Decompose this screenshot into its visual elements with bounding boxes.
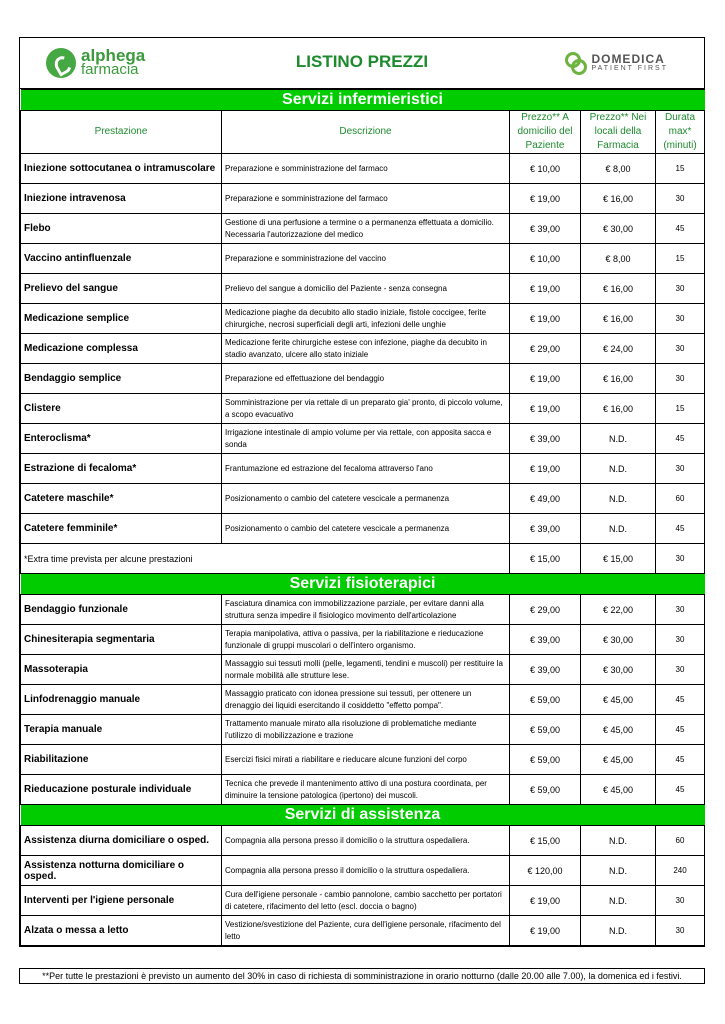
service-name: Vaccino antinfluenzale <box>21 244 222 274</box>
service-name: Linfodrenaggio manuale <box>21 685 222 715</box>
duration: 15 <box>656 154 705 184</box>
domedica-sub: PATIENT FIRST <box>591 65 668 72</box>
section-header <box>21 90 705 111</box>
service-name: Medicazione semplice <box>21 304 222 334</box>
service-name: Assistenza diurna domiciliare o osped. <box>21 826 222 856</box>
price-home: € 29,00 <box>510 595 581 625</box>
price-list-sheet <box>19 37 705 947</box>
duration: 45 <box>656 715 705 745</box>
col-prestazione: Prestazione <box>21 111 222 154</box>
extra-time-row <box>21 544 705 574</box>
price-home: € 19,00 <box>510 184 581 214</box>
price-home: € 59,00 <box>510 745 581 775</box>
price-pharmacy: € 8,00 <box>581 154 656 184</box>
duration: 60 <box>656 826 705 856</box>
service-description: Preparazione e somministrazione del farmaco <box>222 184 510 214</box>
service-name: Flebo <box>21 214 222 244</box>
service-description: Prelievo del sangue a domicilio del Paziente - senza consegna <box>222 274 510 304</box>
column-header-row <box>21 111 705 154</box>
table-row <box>21 394 705 424</box>
table-row <box>21 886 705 916</box>
duration: 30 <box>656 625 705 655</box>
extra-time-note: *Extra time prevista per alcune prestazioni <box>21 544 510 574</box>
table-row <box>21 655 705 685</box>
table-row <box>21 514 705 544</box>
price-home: € 19,00 <box>510 394 581 424</box>
price-home: € 39,00 <box>510 625 581 655</box>
price-home: € 59,00 <box>510 775 581 805</box>
price-pharmacy: € 16,00 <box>581 274 656 304</box>
price-home: € 19,00 <box>510 364 581 394</box>
service-description: Preparazione ed effettuazione del bendaggio <box>222 364 510 394</box>
price-home: € 49,00 <box>510 484 581 514</box>
service-name: Rieducazione posturale individuale <box>21 775 222 805</box>
duration: 60 <box>656 484 705 514</box>
header <box>20 38 704 89</box>
service-description: Medicazione piaghe da decubito allo stadio iniziale, fistole coccigee, ferite chirurgiche, necrosi superficiali degli arti, infezioni delle unghie <box>222 304 510 334</box>
service-description: Massaggio sui tessuti molli (pelle, legamenti, tendini e muscoli) per restituire la normale mobilità alle strutture lese. <box>222 655 510 685</box>
table-row <box>21 745 705 775</box>
service-name: Chinesiterapia segmentaria <box>21 625 222 655</box>
price-home: € 15,00 <box>510 826 581 856</box>
section-header <box>21 805 705 826</box>
page-title: LISTINO PREZZI <box>295 52 429 71</box>
price-pharmacy: € 22,00 <box>581 595 656 625</box>
price-home: € 39,00 <box>510 214 581 244</box>
alphega-brand: alphega <box>81 46 146 65</box>
domedica-logo <box>565 52 668 76</box>
price-pharmacy: € 45,00 <box>581 775 656 805</box>
service-name: Medicazione complessa <box>21 334 222 364</box>
duration: 45 <box>656 775 705 805</box>
price-home: € 19,00 <box>510 274 581 304</box>
price-pharmacy: € 8,00 <box>581 244 656 274</box>
price-home: € 39,00 <box>510 655 581 685</box>
table-row <box>21 484 705 514</box>
service-description: Irrigazione intestinale di ampio volume per via rettale, con apposita sacca e sonda <box>222 424 510 454</box>
table-row <box>21 184 705 214</box>
duration: 15 <box>656 244 705 274</box>
service-name: Enteroclisma* <box>21 424 222 454</box>
service-description: Vestizione/svestizione del Paziente, cura dell'igiene personale, rifacimento del letto <box>222 916 510 946</box>
duration: 30 <box>656 334 705 364</box>
duration: 30 <box>656 916 705 946</box>
price-home: € 19,00 <box>510 916 581 946</box>
price-pharmacy: € 16,00 <box>581 364 656 394</box>
duration: 15 <box>656 394 705 424</box>
price-pharmacy: € 30,00 <box>581 214 656 244</box>
price-home: € 59,00 <box>510 715 581 745</box>
service-name: Estrazione di fecaloma* <box>21 454 222 484</box>
table-row <box>21 304 705 334</box>
price-home: € 120,00 <box>510 856 581 886</box>
duration: 30 <box>656 184 705 214</box>
service-description: Compagnia alla persona presso il domicilio o la struttura ospedaliera. <box>222 826 510 856</box>
duration: 45 <box>656 745 705 775</box>
service-name: Catetere femminile* <box>21 514 222 544</box>
price-home: € 39,00 <box>510 514 581 544</box>
section-title: Servizi infermieristici <box>21 90 705 111</box>
duration: 30 <box>656 544 705 574</box>
service-name: Terapia manuale <box>21 715 222 745</box>
price-pharmacy: € 16,00 <box>581 394 656 424</box>
table-row <box>21 454 705 484</box>
duration: 45 <box>656 214 705 244</box>
price-pharmacy: € 16,00 <box>581 304 656 334</box>
service-description: Trattamento manuale mirato alla risoluzione di problematiche mediante l'utilizzo di mobilizzazione e trazione <box>222 715 510 745</box>
service-name: Riabilitazione <box>21 745 222 775</box>
price-pharmacy: € 24,00 <box>581 334 656 364</box>
price-home: € 29,00 <box>510 334 581 364</box>
service-name: Iniezione sottocutanea o intramuscolare <box>21 154 222 184</box>
price-pharmacy: N.D. <box>581 484 656 514</box>
service-description: Terapia manipolativa, attiva o passiva, per la riabilitazione e rieducazione funzionale di gruppi muscolari o dell'intero organismo. <box>222 625 510 655</box>
section-header <box>21 574 705 595</box>
duration: 45 <box>656 514 705 544</box>
duration: 45 <box>656 424 705 454</box>
service-description: Posizionamento o cambio del catetere vescicale a permanenza <box>222 484 510 514</box>
service-name: Massoterapia <box>21 655 222 685</box>
price-table <box>20 89 705 946</box>
service-name: Alzata o messa a letto <box>21 916 222 946</box>
service-description: Somministrazione per via rettale di un preparato gia' pronto, di piccolo volume, a scopo evacuativo <box>222 394 510 424</box>
duration: 45 <box>656 685 705 715</box>
duration: 30 <box>656 655 705 685</box>
price-home: € 15,00 <box>510 544 581 574</box>
service-description: Compagnia alla persona presso il domicilio o la struttura ospedaliera. <box>222 856 510 886</box>
duration: 30 <box>656 364 705 394</box>
price-pharmacy: N.D. <box>581 886 656 916</box>
service-description: Cura dell'igiene personale - cambio pannolone, cambio sacchetto per portatori di catetere, rifacimento del letto (escl. doccia o bagno) <box>222 886 510 916</box>
service-name: Bendaggio funzionale <box>21 595 222 625</box>
price-pharmacy: N.D. <box>581 916 656 946</box>
service-name: Clistere <box>21 394 222 424</box>
col-prezzo-domicilio: Prezzo** A domicilio del Paziente <box>510 111 581 154</box>
table-row <box>21 856 705 886</box>
table-row <box>21 214 705 244</box>
service-name: Catetere maschile* <box>21 484 222 514</box>
price-pharmacy: € 45,00 <box>581 685 656 715</box>
footnote: **Per tutte le prestazioni è previsto un aumento del 30% in caso di richiesta di somministrazione in orario notturno (dalle 20.00 alle 7.00), la domenica ed i festivi. <box>19 968 705 984</box>
price-home: € 19,00 <box>510 304 581 334</box>
duration: 240 <box>656 856 705 886</box>
price-pharmacy: € 45,00 <box>581 745 656 775</box>
price-home: € 10,00 <box>510 244 581 274</box>
price-pharmacy: € 45,00 <box>581 715 656 745</box>
price-pharmacy: N.D. <box>581 514 656 544</box>
service-description: Preparazione e somministrazione del vaccino <box>222 244 510 274</box>
price-home: € 59,00 <box>510 685 581 715</box>
table-row <box>21 625 705 655</box>
col-descrizione: Descrizione <box>222 111 510 154</box>
price-home: € 10,00 <box>510 154 581 184</box>
domedica-mark-icon <box>565 52 587 76</box>
table-row <box>21 826 705 856</box>
service-description: Frantumazione ed estrazione del fecaloma attraverso l'ano <box>222 454 510 484</box>
price-pharmacy: € 15,00 <box>581 544 656 574</box>
service-description: Preparazione e somministrazione del farmaco <box>222 154 510 184</box>
price-home: € 19,00 <box>510 886 581 916</box>
service-name: Iniezione intravenosa <box>21 184 222 214</box>
alphega-sub: farmacia <box>81 61 139 78</box>
service-description: Medicazione ferite chirurgiche estese con infezione, piaghe da decubito in stadio avanzato, ulcere allo stato iniziale <box>222 334 510 364</box>
service-name: Interventi per l'igiene personale <box>21 886 222 916</box>
duration: 30 <box>656 595 705 625</box>
service-description: Tecnica che prevede il mantenimento attivo di una postura coordinata, per diminuire la tensione patologica (ipertono) dei muscoli. <box>222 775 510 805</box>
service-description: Esercizi fisici mirati a riabilitare e rieducare alcune funzioni del corpo <box>222 745 510 775</box>
table-row <box>21 775 705 805</box>
table-row <box>21 274 705 304</box>
service-description: Posizionamento o cambio del catetere vescicale a permanenza <box>222 514 510 544</box>
service-description: Fasciatura dinamica con immobilizzazione parziale, per evitare danni alla struttura senza impedire il fisiologico movimento dell'articolazione <box>222 595 510 625</box>
price-home: € 39,00 <box>510 424 581 454</box>
price-pharmacy: N.D. <box>581 856 656 886</box>
table-row <box>21 244 705 274</box>
duration: 30 <box>656 886 705 916</box>
service-description: Gestione di una perfusione a termine o a permanenza effettuata a domicilio. Necessaria l'autorizzazione del medico <box>222 214 510 244</box>
table-row <box>21 715 705 745</box>
duration: 30 <box>656 274 705 304</box>
service-description: Massaggio praticato con idonea pressione sui tessuti, per ottenere un drenaggio dei liquidi esercitando il cosiddetto "effetto pompa". <box>222 685 510 715</box>
service-name: Bendaggio semplice <box>21 364 222 394</box>
section-title: Servizi di assistenza <box>21 805 705 826</box>
service-name: Prelievo del sangue <box>21 274 222 304</box>
table-row <box>21 334 705 364</box>
price-pharmacy: € 16,00 <box>581 184 656 214</box>
table-row <box>21 424 705 454</box>
duration: 30 <box>656 454 705 484</box>
duration: 30 <box>656 304 705 334</box>
table-row <box>21 364 705 394</box>
service-name: Assistenza notturna domiciliare o osped. <box>21 856 222 886</box>
section-title: Servizi fisioterapici <box>21 574 705 595</box>
price-pharmacy: N.D. <box>581 826 656 856</box>
price-pharmacy: N.D. <box>581 454 656 484</box>
price-pharmacy: N.D. <box>581 424 656 454</box>
table-row <box>21 154 705 184</box>
price-pharmacy: € 30,00 <box>581 655 656 685</box>
price-pharmacy: € 30,00 <box>581 625 656 655</box>
col-durata: Durata max* (minuti) <box>656 111 705 154</box>
domedica-brand: DOMEDICA <box>591 52 665 66</box>
table-row <box>21 916 705 946</box>
table-row <box>21 595 705 625</box>
table-row <box>21 685 705 715</box>
col-prezzo-farmacia: Prezzo** Nei locali della Farmacia <box>581 111 656 154</box>
price-home: € 19,00 <box>510 454 581 484</box>
